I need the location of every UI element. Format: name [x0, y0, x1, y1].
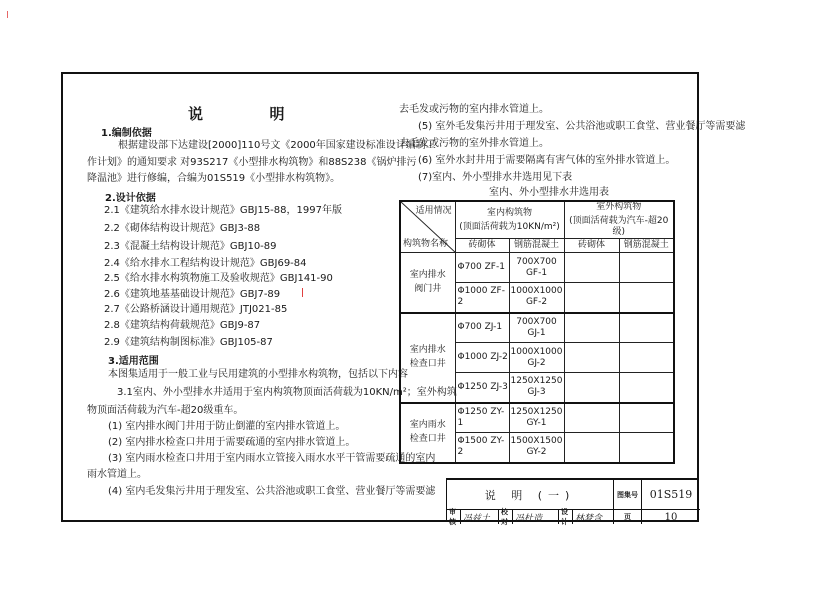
- table-row: [400, 403, 674, 433]
- outdoor-brick-cell: [564, 343, 619, 373]
- title-block: [446, 478, 699, 526]
- rc-size: 1250X1250: [510, 406, 563, 417]
- outdoor-brick-cell: [564, 313, 619, 343]
- structure-name-line: 室内排水: [409, 345, 446, 355]
- section-1-line-3: 降温池》进行修编，合编为01S519《小型排水构筑物》。: [87, 173, 341, 184]
- table-corner-cell: [400, 201, 455, 253]
- outdoor-rc-cell: [619, 403, 674, 433]
- outdoor-rc-cell: [619, 253, 674, 283]
- review-label: 审核: [447, 510, 461, 524]
- outdoor-rc-cell: [619, 283, 674, 313]
- corner-bottom-label: 构筑物名称: [403, 239, 449, 249]
- rc-size: 700X700: [516, 256, 557, 267]
- structure-name-line: 检查口井: [409, 359, 446, 369]
- right-col-line: (5) 室外毛发集污井用于理发室、公共浴池或职工食堂、营业餐厅等需要滤: [418, 121, 746, 132]
- outdoor-rc-cell: [619, 373, 674, 403]
- design-basis-item: 2.6《建筑地基基础设计规范》GBJ7-89: [104, 289, 281, 300]
- rc-cell: [509, 373, 564, 403]
- rc-cell: [509, 403, 564, 433]
- design-signature: 林梦含: [575, 513, 603, 524]
- outdoor-brick-cell: [564, 373, 619, 403]
- outdoor-rc-cell: [619, 313, 674, 343]
- signature-row: [447, 510, 614, 524]
- section-3-line: 3.1室内、外小型排水井适用于室内构筑物顶面活荷载为10KN/m²；室外构筑: [117, 387, 457, 398]
- corner-top-label: 适用情况: [415, 206, 452, 216]
- structure-name-line: 检查口井: [409, 434, 446, 444]
- outdoor-rc-cell: [619, 433, 674, 463]
- outdoor-rc-cell: [619, 343, 674, 373]
- group-indoor-note: (顶面活荷载为10KN/m²): [459, 221, 560, 232]
- page-title: [188, 103, 285, 124]
- atlas-number: 01S519: [642, 480, 700, 510]
- brick-cell: Φ1500 ZY-2: [455, 433, 509, 463]
- group-outdoor-note: (顶面活荷载为汽车-超20级): [569, 216, 669, 237]
- group-outdoor-title: 室外构筑物: [596, 202, 642, 212]
- scan-artifact-mark: [302, 288, 303, 297]
- right-col-line: (7)室内、外小型排水井选用见下表: [418, 172, 573, 183]
- outdoor-brick-cell: [564, 253, 619, 283]
- structure-name-cell: [400, 403, 455, 463]
- col-header: 钢筋混凝土: [509, 239, 564, 253]
- table-caption: 室内、外小型排水井选用表: [489, 187, 609, 198]
- rc-cell: [509, 343, 564, 373]
- brick-cell: Φ700 ZF-1: [455, 253, 509, 283]
- design-basis-item: 2.1《建筑给水排水设计规范》GBJ15-88，1997年版: [104, 205, 342, 216]
- rc-code: GJ-3: [527, 387, 546, 398]
- section-3-line: (2) 室内排水检查口井用于需要疏通的室内排水管道上。: [108, 437, 356, 448]
- outdoor-brick-cell: [564, 283, 619, 313]
- rc-code: GJ-1: [527, 327, 546, 338]
- section-3-line: (4) 室内毛发集污井用于理发室、公共浴池或职工食堂、营业餐厅等需要滤: [108, 486, 436, 497]
- rc-size: 1000X1000: [510, 346, 563, 357]
- brick-cell: Φ700 ZJ-1: [455, 313, 509, 343]
- brick-cell: Φ1250 ZY-1: [455, 403, 509, 433]
- structure-name-line: 室内雨水: [409, 420, 446, 430]
- title-char-1: 说: [188, 105, 204, 123]
- col-header: 砖砌体: [455, 239, 509, 253]
- section-1-line-1: 根据建设部下达建设[2000]110号文《2000年国家建设标准设计编制工: [118, 140, 436, 151]
- scan-artifact-mark: [7, 11, 8, 18]
- rc-size: 1250X1250: [510, 376, 563, 387]
- selection-table: [399, 200, 675, 464]
- section-3-line: (3) 室内雨水检查口井用于室内雨水立管接入雨水水平干管需要疏通的室内: [108, 453, 436, 464]
- design-label: 设计: [559, 510, 573, 524]
- section-3-line: 物顶面活荷载为汽车-超20级重车。: [87, 405, 244, 416]
- group-header-indoor: [455, 201, 564, 239]
- rc-cell: [509, 253, 564, 283]
- rc-size: 700X700: [516, 316, 557, 327]
- atlas-number-label: 图集号: [614, 480, 642, 510]
- section-heading-2: 2.设计依据: [105, 193, 156, 204]
- rc-size: 1500X1500: [510, 436, 563, 447]
- review-signature: 冯兹土: [461, 510, 499, 524]
- rc-code: GF-2: [525, 297, 548, 308]
- right-col-line: 去毛发或污物的室内排水管道上。: [399, 104, 549, 115]
- design-basis-item: 2.2《砌体结构设计规范》GBJ3-88: [104, 223, 261, 234]
- sheet-title: 说 明 (一): [447, 480, 614, 510]
- page-number: 10: [664, 511, 678, 523]
- right-col-line: 去毛发或污物的室外排水管道上。: [399, 138, 549, 149]
- rc-code: GY-1: [526, 417, 547, 428]
- check-signature: 冯杜造: [513, 510, 559, 524]
- table-row: [400, 253, 674, 283]
- design-basis-item: 2.5《给水排水构筑物施工及验收规范》GBJ141-90: [104, 273, 333, 284]
- group-header-outdoor: [564, 201, 674, 239]
- right-col-line: (6) 室外水封井用于需要隔离有害气体的室外排水管道上。: [418, 155, 676, 166]
- structure-name-line: 室内排水: [409, 269, 446, 280]
- structure-name-cell: [400, 253, 455, 313]
- outdoor-brick-cell: [564, 403, 619, 433]
- design-basis-item: 2.4《给水排水工程结构设计规范》GBJ69-84: [104, 258, 307, 269]
- section-3-line: (1) 室内排水阀门井用于防止倒灌的室内排水管道上。: [108, 421, 346, 432]
- structure-name-line: 阀门井: [414, 283, 442, 294]
- rc-cell: [509, 283, 564, 313]
- rc-cell: [509, 433, 564, 463]
- outdoor-brick-cell: [564, 433, 619, 463]
- design-basis-item: 2.7《公路桥涵设计通用规范》JTJ021-85: [104, 304, 288, 315]
- rc-size: 1000X1000: [510, 286, 563, 297]
- rc-code: GY-2: [526, 447, 547, 458]
- section-1-line-2: 作计划》的通知要求 对93S217《小型排水构筑物》和88S238《锅炉排污: [87, 157, 417, 168]
- brick-cell: Φ1000 ZF-2: [455, 283, 509, 313]
- title-char-2: 明: [269, 105, 285, 123]
- page-label: 页: [614, 510, 642, 524]
- section-heading-3: 3.适用范围: [108, 356, 159, 367]
- table-row: [400, 313, 674, 343]
- design-basis-item: 2.8《建筑结构荷载规范》GBJ9-87: [104, 320, 261, 331]
- rc-code: GJ-2: [527, 357, 546, 368]
- brick-cell: Φ1250 ZJ-3: [455, 373, 509, 403]
- rc-code: GF-1: [525, 267, 548, 278]
- structure-name-cell: [400, 313, 455, 403]
- section-heading-1: 1.编制依据: [101, 128, 152, 139]
- design-basis-item: 2.3《混凝土结构设计规范》GBJ10-89: [104, 241, 277, 252]
- col-header: 砖砌体: [564, 239, 619, 253]
- rc-cell: [509, 313, 564, 343]
- check-label: 校对: [499, 510, 513, 524]
- section-3-line: 雨水管道上。: [87, 469, 147, 480]
- group-indoor-title: 室内构筑物: [486, 207, 532, 218]
- brick-cell: Φ1000 ZJ-2: [455, 343, 509, 373]
- col-header: 钢筋混凝土: [619, 239, 674, 253]
- section-3-line: 本图集适用于一般工业与民用建筑的小型排水构筑物，包括以下内容: [108, 369, 408, 380]
- design-basis-item: 2.9《建筑结构制图标准》GBJ105-87: [104, 337, 273, 348]
